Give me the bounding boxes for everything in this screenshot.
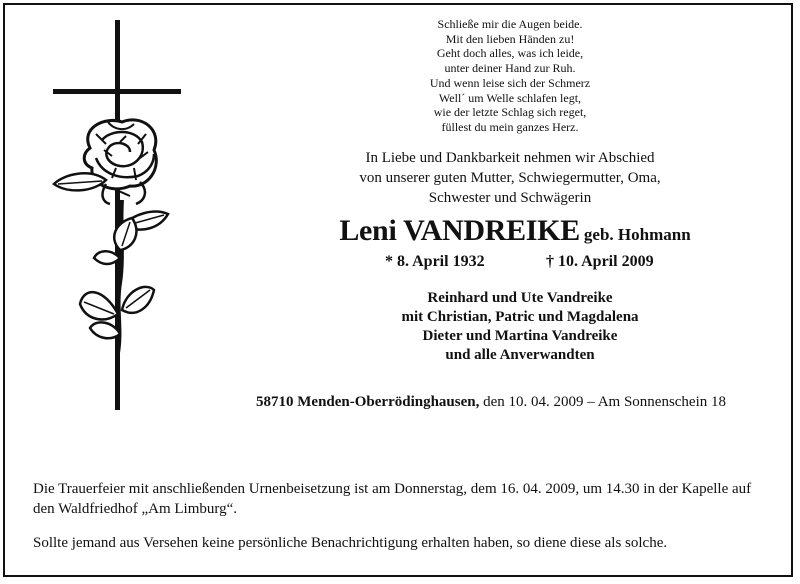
family-signatories	[360, 289, 680, 365]
intro-line: Schwester und Schwägerin	[428, 190, 592, 206]
notification-text: Sollte jemand aus Versehen keine persönliche Benachrichtigung erhalten haben, so diene diese als solche.	[33, 535, 668, 551]
poem	[340, 17, 680, 135]
address-city: 58710 Menden-Oberrödinghausen,	[256, 394, 480, 410]
funeral-service-text: Die Trauerfeier mit anschließenden Urnenbeisetzung ist am Donnerstag, dem 16. 04. 2009, um 14.30 in der Kapelle auf den Waldfriedhof „Am Limburg“.	[33, 481, 752, 517]
birth-date: * 8. April 1932	[385, 253, 485, 270]
maiden-name: geb. Hohmann	[583, 225, 691, 244]
poem-line: Geht doch alles, was ich leide,	[436, 46, 584, 61]
family-line: Dieter und Martina Vandreike	[422, 328, 618, 344]
poem-line: unter deiner Hand zur Ruh.	[444, 61, 576, 76]
cross-with-rose-icon	[50, 18, 190, 413]
family-line: und alle Anverwandten	[445, 347, 595, 363]
family-line: Reinhard und Ute Vandreike	[427, 290, 613, 306]
leaf-icon	[54, 173, 106, 190]
poem-line: Well´ um Welle schlafen legt,	[438, 90, 582, 105]
family-line: mit Christian, Patric und Magdalena	[401, 309, 639, 325]
intro-line: von unserer guten Mutter, Schwiegermutter, Oma,	[359, 170, 661, 186]
leaf-icon	[122, 287, 154, 313]
address-date-street: den 10. 04. 2009 – Am Sonnenschein 18	[479, 394, 727, 410]
deceased-name-block	[295, 214, 735, 248]
poem-line: Schließe mir die Augen beide.	[437, 17, 583, 31]
poem-line: füllest du mein ganzes Herz.	[441, 119, 579, 134]
death-date: † 10. April 2009	[546, 253, 654, 270]
poem-line: Mit den lieben Händen zu!	[445, 31, 575, 46]
deceased-name: Leni VANDREIKE	[339, 214, 580, 247]
poem-line: wie der letzte Schlag sich reget,	[433, 105, 587, 120]
leaf-icon	[80, 292, 118, 319]
intro-line: In Liebe und Dankbarkeit nehmen wir Abschied	[365, 150, 655, 166]
poem-line: Und wenn leise sich der Schmerz	[429, 75, 591, 90]
address-line	[256, 394, 726, 411]
cross-horizontal-beam	[53, 89, 181, 94]
farewell-intro	[310, 148, 710, 208]
